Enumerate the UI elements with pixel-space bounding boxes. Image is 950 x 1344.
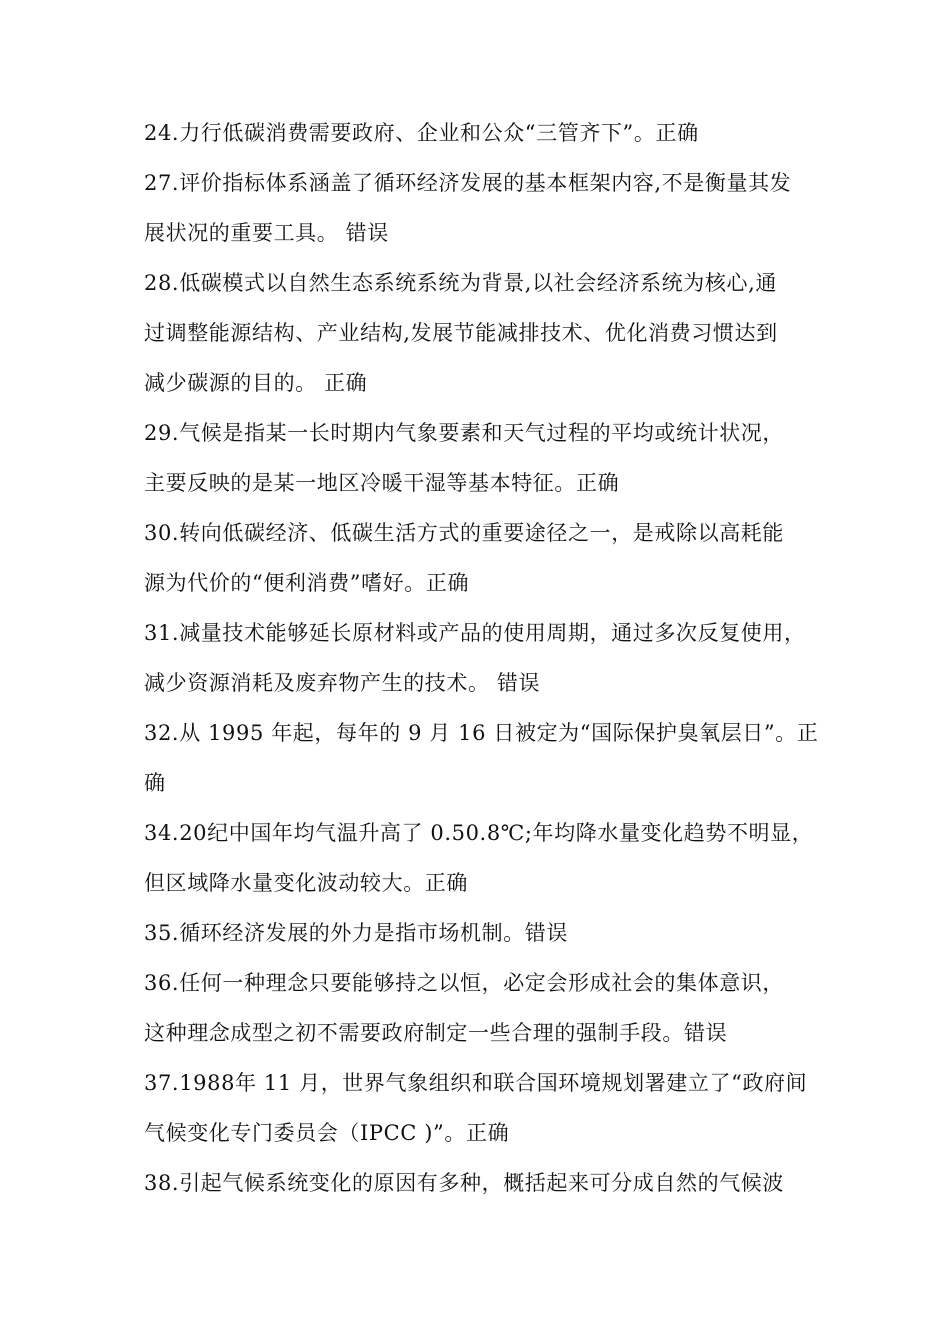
text-line: 31.减量技术能够延长原材料或产品的使用周期，通过多次反复使用， bbox=[144, 621, 806, 645]
text-line: 28.低碳模式以自然生态系统系统为背景,以社会经济系统为核心,通 bbox=[144, 271, 777, 295]
text-line: 38.引起气候系统变化的原因有多种，概括起来可分成自然的气候波 bbox=[144, 1171, 784, 1195]
text-line: 气候变化专门委员会（IPCC )”。正确 bbox=[144, 1121, 510, 1145]
text-line: 减少资源消耗及废弃物产生的技术。 错误 bbox=[144, 671, 541, 695]
text-line: 24.力行低碳消费需要政府、企业和公众“三管齐下”。正确 bbox=[144, 121, 699, 145]
text-line: 36.任何一种理念只要能够持之以恒，必定会形成社会的集体意识， bbox=[144, 971, 784, 995]
text-line: 35.循环经济发展的外力是指市场机制。错误 bbox=[144, 921, 568, 945]
text-line: 29.气候是指某一长时期内气象要素和天气过程的平均或统计状况， bbox=[144, 421, 784, 445]
document-body bbox=[144, 108, 819, 1208]
text-line: 32.从 1995 年起，每年的 9 月 16 日被定为“国际保护臭氧层日”。正 bbox=[144, 721, 819, 745]
text-line: 主要反映的是某一地区冷暖干湿等基本特征。正确 bbox=[144, 471, 620, 495]
text-line: 37.1988年 11 月，世界气象组织和联合国环境规划署建立了“政府间 bbox=[144, 1071, 808, 1095]
text-line: 展状况的重要工具。 错误 bbox=[144, 221, 389, 245]
text-line: 减少碳源的目的。 正确 bbox=[144, 371, 368, 395]
text-line: 30.转向低碳经济、低碳生活方式的重要途径之一，是戒除以高耗能 bbox=[144, 521, 784, 545]
text-line: 但区域降水量变化波动较大。正确 bbox=[144, 871, 468, 895]
text-line: 源为代价的“便利消费”嗜好。正确 bbox=[144, 571, 470, 595]
text-line: 27.评价指标体系涵盖了循环经济发展的基本框架内容,不是衡量其发 bbox=[144, 171, 792, 195]
text-line: 34.20纪中国年均气温升高了 0.50.8℃;年均降水量变化趋势不明显， bbox=[144, 821, 814, 845]
text-line: 过调整能源结构、产业结构,发展节能减排技术、优化消费习惯达到 bbox=[144, 321, 778, 345]
text-line: 这种理念成型之初不需要政府制定一些合理的强制手段。错误 bbox=[144, 1021, 728, 1045]
text-line: 确 bbox=[144, 771, 166, 795]
